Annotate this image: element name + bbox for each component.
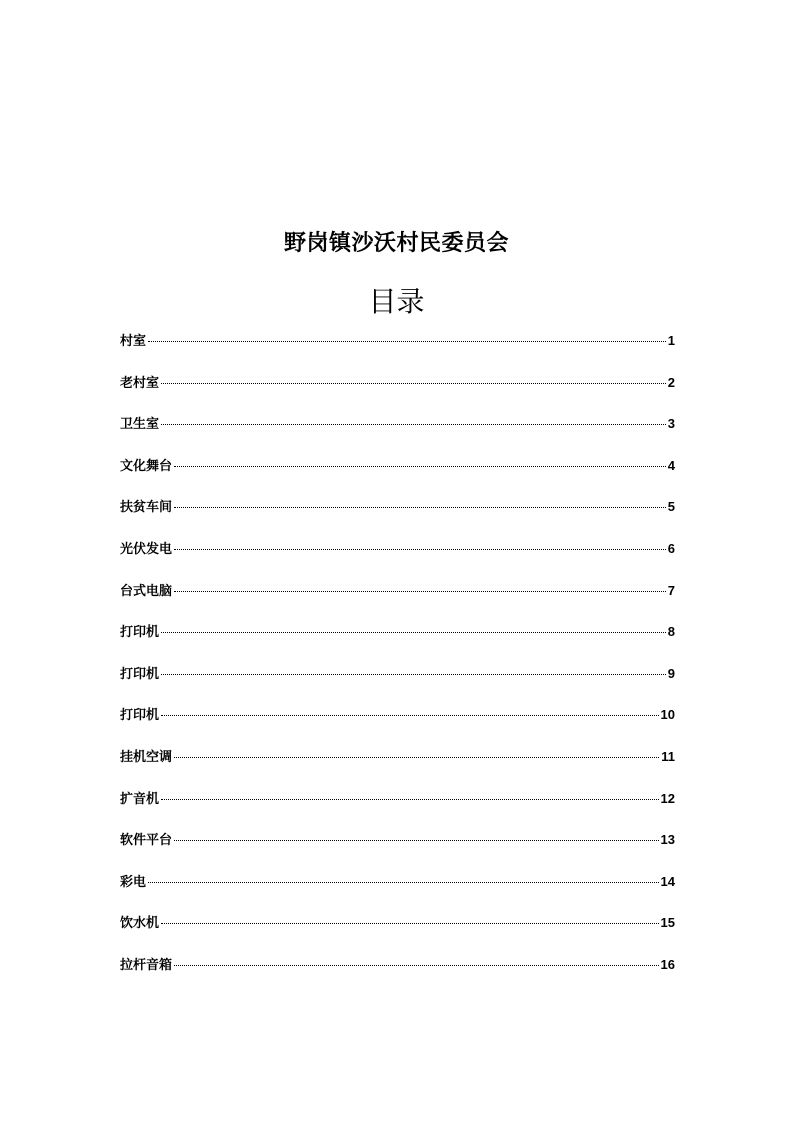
toc-dot-leader xyxy=(174,591,666,592)
toc-entry-page: 11 xyxy=(661,748,675,764)
toc-entry-page: 2 xyxy=(667,374,675,390)
toc-entry-label: 卫生室 xyxy=(120,417,160,433)
toc-entry[interactable] xyxy=(120,788,675,830)
toc-entry-page: 3 xyxy=(667,416,675,432)
toc-entry-label: 打印机 xyxy=(120,666,160,682)
toc-entry[interactable] xyxy=(120,871,675,913)
toc-entry-label: 光伏发电 xyxy=(120,541,173,557)
toc-entry-page: 9 xyxy=(667,665,675,681)
toc-entry-page: 12 xyxy=(660,790,675,806)
toc-dot-leader xyxy=(174,507,666,508)
toc-entry[interactable] xyxy=(120,496,675,538)
toc-entry-page: 15 xyxy=(660,915,675,931)
toc-entry-label: 打印机 xyxy=(120,708,160,724)
toc-dot-leader xyxy=(174,549,666,550)
toc-entry-label: 台式电脑 xyxy=(120,583,173,599)
toc-entry-page: 8 xyxy=(667,624,675,640)
toc-dot-leader xyxy=(174,840,659,841)
toc-dot-leader xyxy=(174,965,659,966)
toc-dot-leader xyxy=(161,674,666,675)
toc-entry[interactable] xyxy=(120,704,675,746)
toc-entry-page: 6 xyxy=(667,540,675,556)
toc-entry-page: 13 xyxy=(660,832,675,848)
toc-entry-label: 挂机空调 xyxy=(120,749,173,765)
toc-entry-page: 16 xyxy=(660,956,675,972)
toc-entry-page: 1 xyxy=(667,333,675,348)
toc-dot-leader xyxy=(161,923,659,924)
toc-dot-leader xyxy=(161,799,659,800)
toc-entry-page: 4 xyxy=(667,457,675,473)
toc-dot-leader xyxy=(161,383,666,384)
toc-entry[interactable] xyxy=(120,455,675,497)
organization-title: 野岗镇沙沃村民委员会 xyxy=(283,231,509,256)
toc-entry[interactable] xyxy=(120,829,675,871)
toc-entry-page: 14 xyxy=(660,873,675,889)
toc-entry-label: 文化舞台 xyxy=(120,458,173,474)
toc-entry[interactable] xyxy=(120,954,675,996)
toc-entry[interactable] xyxy=(120,912,675,954)
toc-entry-label: 饮水机 xyxy=(120,916,160,932)
toc-entry[interactable] xyxy=(120,746,675,788)
toc-entry-label: 软件平台 xyxy=(120,833,173,849)
toc-entry-page: 7 xyxy=(667,582,675,598)
toc-dot-leader xyxy=(174,466,666,467)
toc-entry-page: 10 xyxy=(660,707,675,723)
toc-entry[interactable] xyxy=(120,413,675,455)
toc-entry[interactable] xyxy=(120,663,675,705)
toc-entry-label: 打印机 xyxy=(120,625,160,641)
toc-entry-label: 拉杆音箱 xyxy=(120,957,173,973)
toc-dot-leader xyxy=(148,341,666,342)
toc-heading: 目录 xyxy=(368,285,425,318)
toc-entry-page: 5 xyxy=(667,499,675,515)
toc-dot-leader xyxy=(161,632,666,633)
toc-entry-label: 扩音机 xyxy=(120,791,160,807)
table-of-contents xyxy=(120,330,675,996)
toc-dot-leader xyxy=(161,424,666,425)
toc-dot-leader xyxy=(174,757,659,758)
toc-entry-label: 村室 xyxy=(120,334,147,349)
toc-dot-leader xyxy=(148,882,659,883)
toc-entry-label: 扶贫车间 xyxy=(120,500,173,516)
toc-entry[interactable] xyxy=(120,580,675,622)
toc-entry[interactable] xyxy=(120,538,675,580)
toc-entry[interactable] xyxy=(120,330,675,372)
toc-entry-label: 老村室 xyxy=(120,375,160,391)
toc-entry[interactable] xyxy=(120,621,675,663)
toc-dot-leader xyxy=(161,715,659,716)
toc-entry-label: 彩电 xyxy=(120,874,147,890)
toc-entry[interactable] xyxy=(120,372,675,414)
